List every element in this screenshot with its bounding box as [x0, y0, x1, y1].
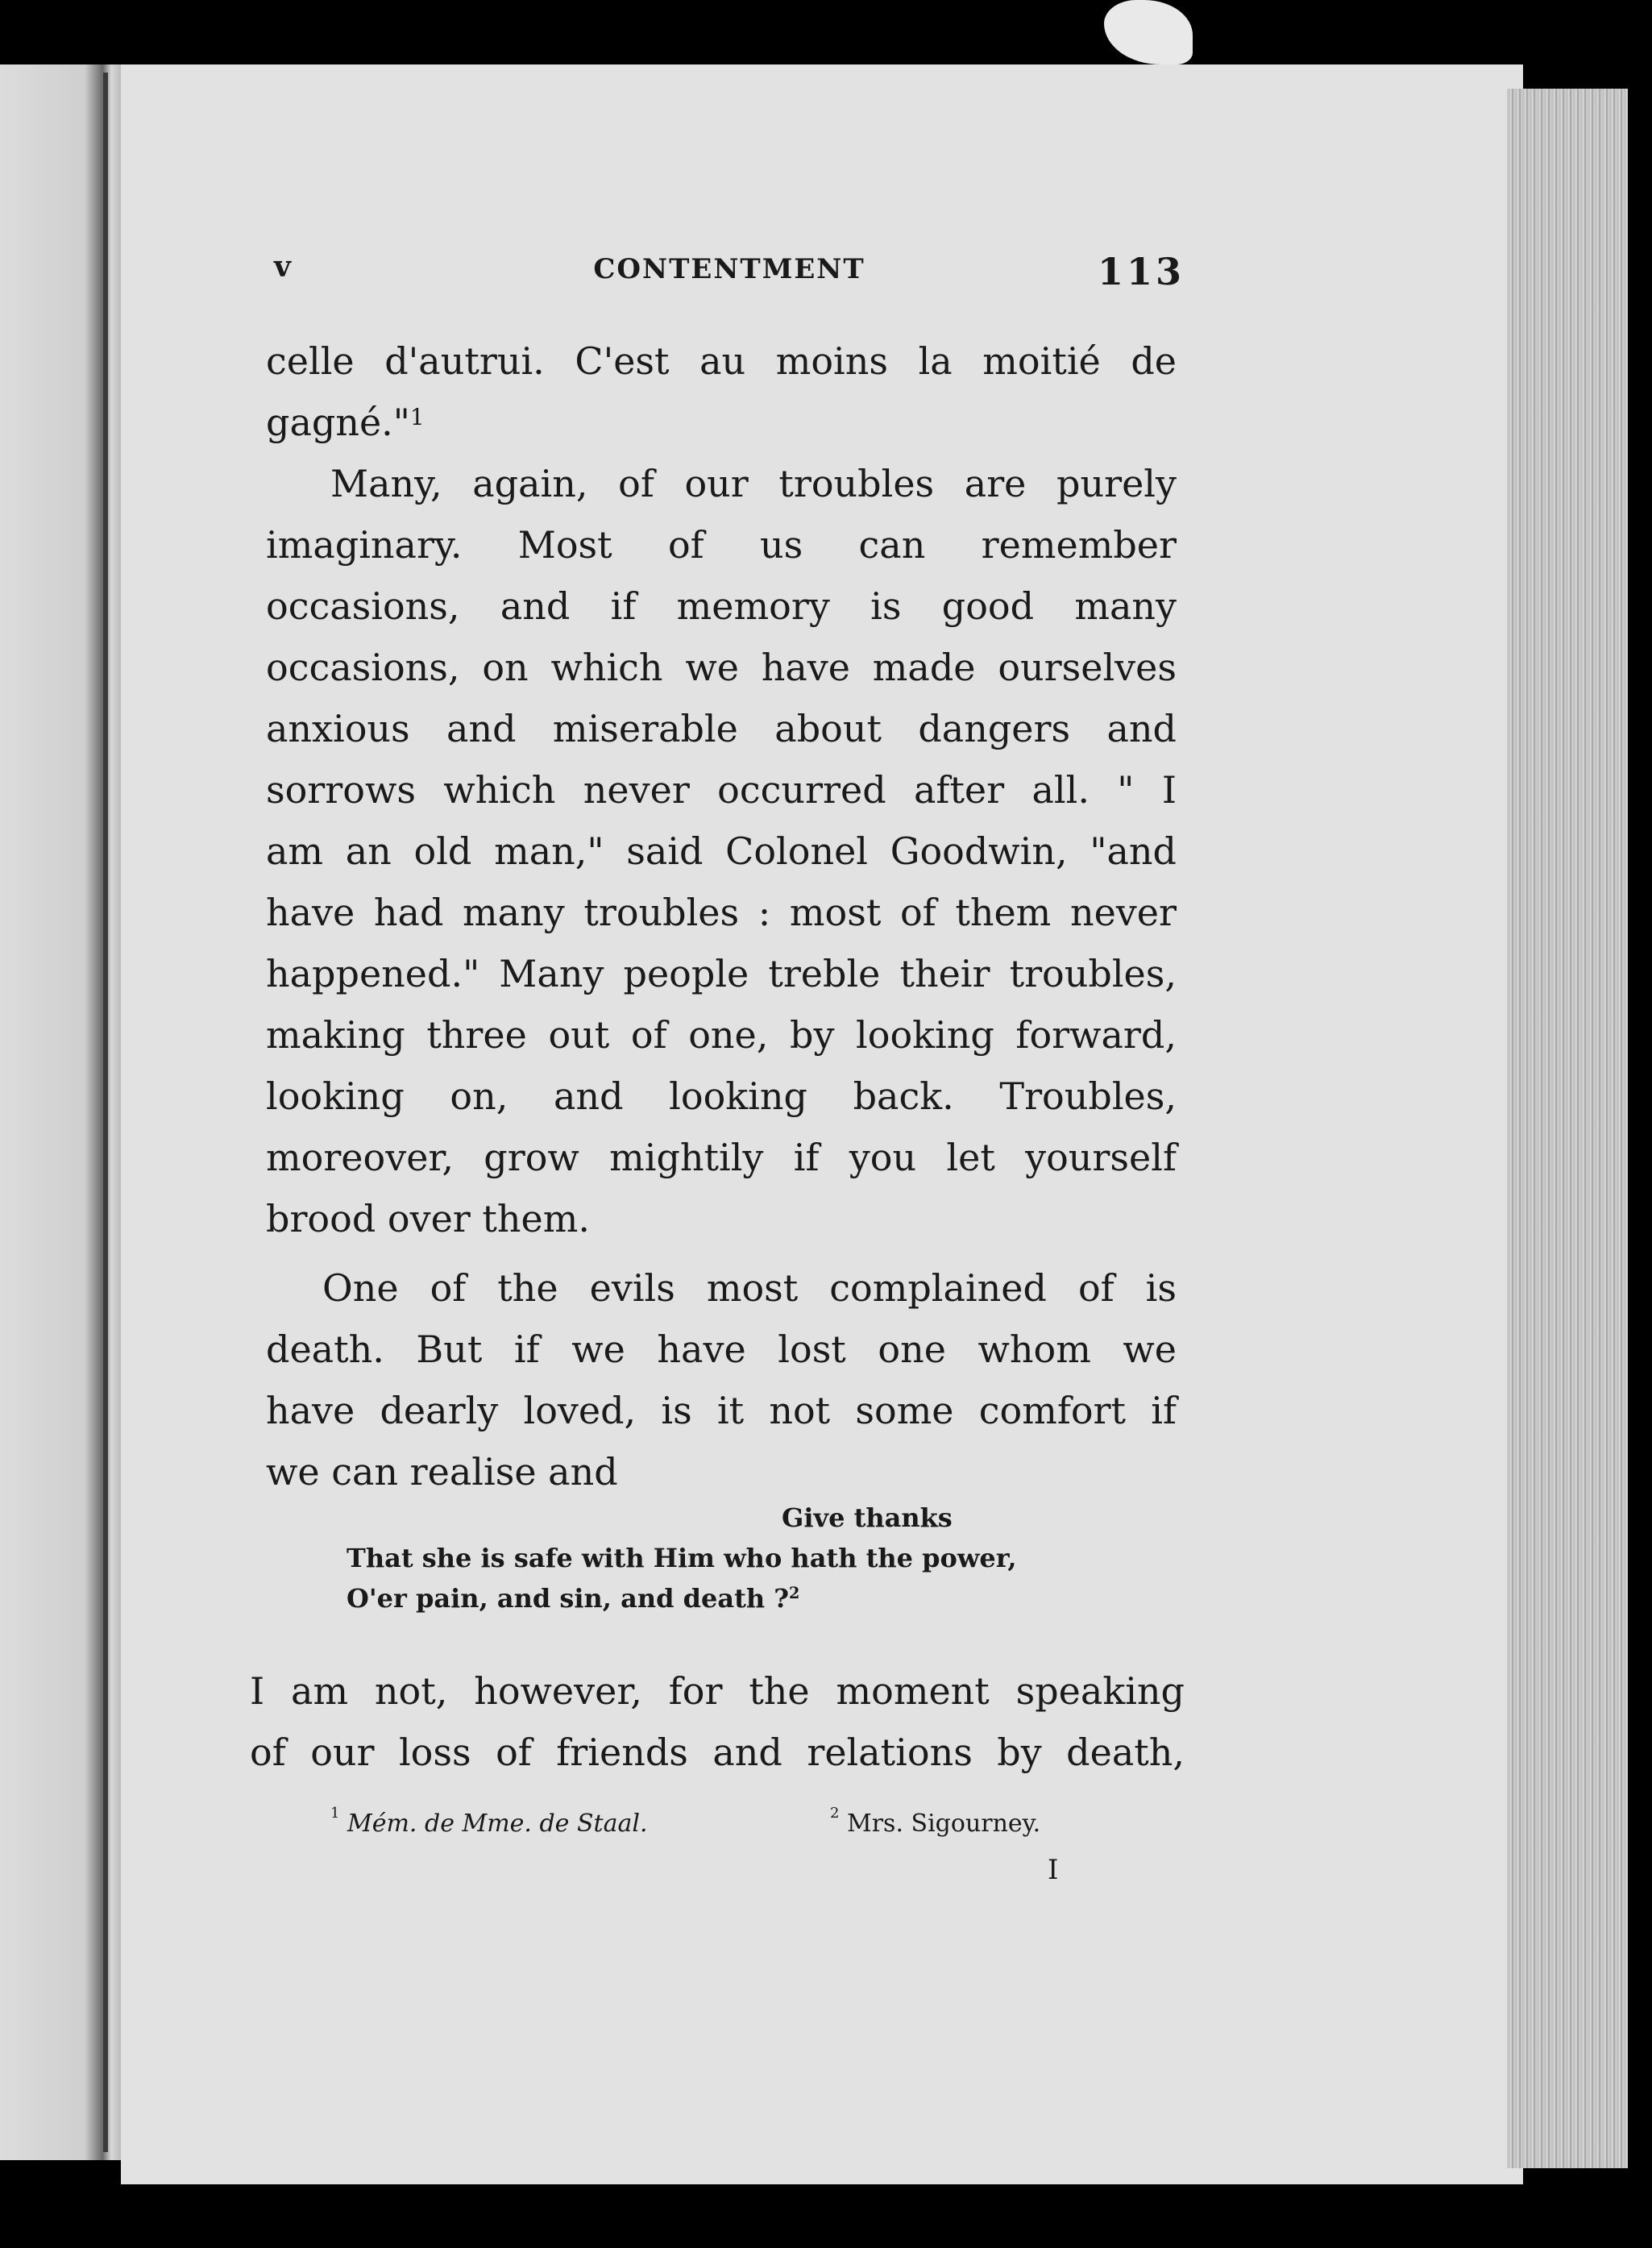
- text-line: occasions, on which we have made ourselves: [266, 646, 1177, 689]
- footnote-ref: 2: [789, 1584, 800, 1602]
- text-line: brood over them.: [266, 1197, 590, 1240]
- text-line: am an old man," said Colonel Goodwin, "and: [266, 829, 1177, 873]
- footnote: $^1$ Mém. de Mme. de Staal.: [330, 1805, 648, 1838]
- text-line: Many, again, of our troubles are purely: [330, 462, 1177, 505]
- text-line: I am not, however, for the moment speaking: [250, 1669, 1185, 1713]
- verse-line: Give thanks: [782, 1502, 953, 1533]
- text-line: sorrows which never occurred after all. " I: [266, 768, 1177, 812]
- text-line: occasions, and if memory is good many: [266, 584, 1177, 628]
- text-line: we can realise and: [266, 1450, 618, 1494]
- text-line: One of the evils most complained of is: [322, 1266, 1177, 1310]
- text-line: anxious and miserable about dangers and: [266, 707, 1177, 750]
- scan-artifact: [1104, 0, 1193, 64]
- text-line: have dearly loved, is it not some comfort if: [266, 1389, 1177, 1432]
- page-number: 113: [1097, 250, 1185, 293]
- signature-letter: v: [274, 250, 291, 284]
- page-edge-stack: [1507, 89, 1628, 2168]
- text-line: looking on, and looking back. Troubles,: [266, 1074, 1177, 1118]
- verse-line: O'er pain, and sin, and death ?$^2$: [347, 1583, 800, 1614]
- text-line: imaginary. Most of us can remember: [266, 523, 1177, 567]
- footnotes: [330, 1805, 1136, 1850]
- text-line: of our loss of friends and relations by death,: [250, 1731, 1185, 1774]
- printer-signature-mark: I: [1048, 1854, 1059, 1886]
- text-line: making three out of one, by looking forward,: [266, 1013, 1177, 1057]
- chapter-title: CONTENTMENT: [593, 253, 865, 285]
- footnote-ref: 1: [409, 404, 425, 430]
- text-line: celle d'autrui. C'est au moins la moitié de: [266, 339, 1177, 383]
- verse-line: That she is safe with Him who hath the power,: [347, 1543, 1017, 1573]
- text-line: have had many troubles : most of them never: [266, 891, 1177, 934]
- footnote: $^2$ Mrs. Sigourney.: [830, 1805, 1041, 1838]
- running-head: [274, 250, 1185, 298]
- text-line: moreover, grow mightily if you let yourself: [266, 1136, 1177, 1179]
- text-line: happened." Many people treble their troubles,: [266, 952, 1177, 995]
- book-gutter: [103, 73, 108, 2152]
- text-line: gagné."$^1$: [266, 401, 425, 444]
- text-line: death. But if we have lost one whom we: [266, 1328, 1177, 1371]
